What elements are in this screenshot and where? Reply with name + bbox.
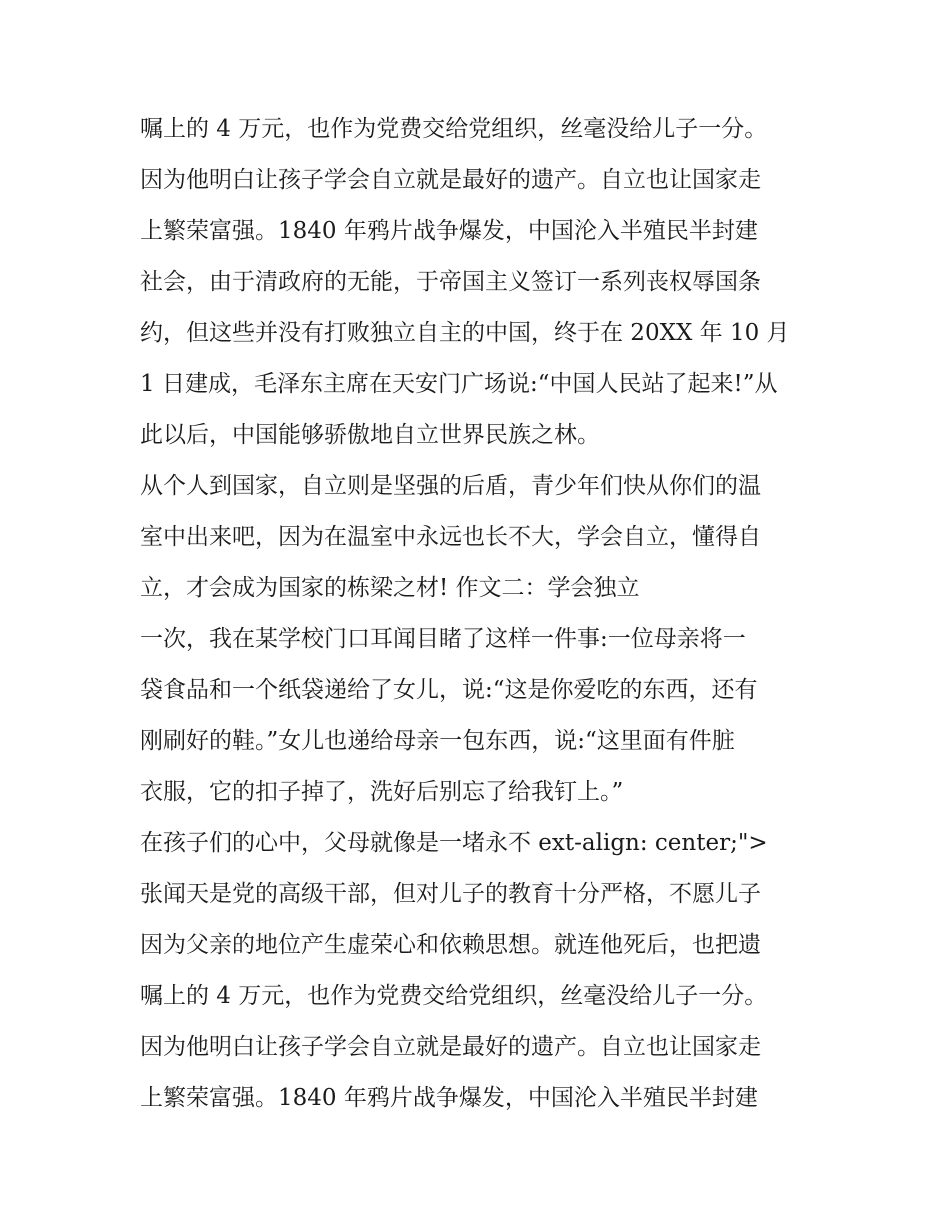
text-line: 因为父亲的地位产生虚荣心和依赖思想。就连他死后，也把遗: [140, 932, 761, 958]
text-line: 一次，我在某学校门口耳闻目睹了这样一件事:一位母亲将一: [140, 626, 746, 652]
text-line: 嘱上的 4 万元，也作为党费交给党组织，丝毫没给儿子一分。: [140, 983, 768, 1009]
text-line: 张闻天是党的高级干部，但对儿子的教育十分严格，不愿儿子: [140, 881, 761, 907]
text-line: 袋食品和一个纸袋递给了女儿，说:“这是你爱吃的东西，还有: [140, 677, 758, 703]
text-line: 上繁荣富强。1840 年鸦片战争爆发，中国沦入半殖民半封建: [140, 1085, 758, 1111]
text-line: 约，但这些并没有打败独立自主的中国，终于在 20XX 年 10 月: [140, 320, 790, 346]
text-line: 衣服，它的扣子掉了，洗好后别忘了给我钉上。”: [140, 779, 624, 805]
text-line: 此以后，中国能够骄傲地自立世界民族之林。: [140, 422, 600, 448]
text-line: 室中出来吧，因为在温室中永远也长不大，学会自立，懂得自: [140, 524, 761, 550]
text-line: 立，才会成为国家的栋梁之材! 作文二：学会独立: [140, 575, 640, 601]
essay-text: [140, 104, 830, 1124]
text-line: 1 日建成，毛泽东主席在天安门广场说:“中国人民站了起来!”从: [140, 371, 778, 397]
text-line: 因为他明白让孩子学会自立就是最好的遗产。自立也让国家走: [140, 1034, 761, 1060]
text-line: 在孩子们的心中，父母就像是一堵永不 ext-align: center;">: [140, 830, 768, 856]
text-line: 嘱上的 4 万元，也作为党费交给党组织，丝毫没给儿子一分。: [140, 116, 768, 142]
text-line: 刚刷好的鞋。”女儿也递给母亲一包东西，说:“这里面有件脏: [140, 728, 735, 754]
text-line: 社会，由于清政府的无能，于帝国主义签订一系列丧权辱国条: [140, 269, 761, 295]
text-line: 从个人到国家，自立则是坚强的后盾，青少年们快从你们的温: [140, 473, 761, 499]
text-line: 上繁荣富强。1840 年鸦片战争爆发，中国沦入半殖民半封建: [140, 218, 758, 244]
text-line: 因为他明白让孩子学会自立就是最好的遗产。自立也让国家走: [140, 167, 761, 193]
